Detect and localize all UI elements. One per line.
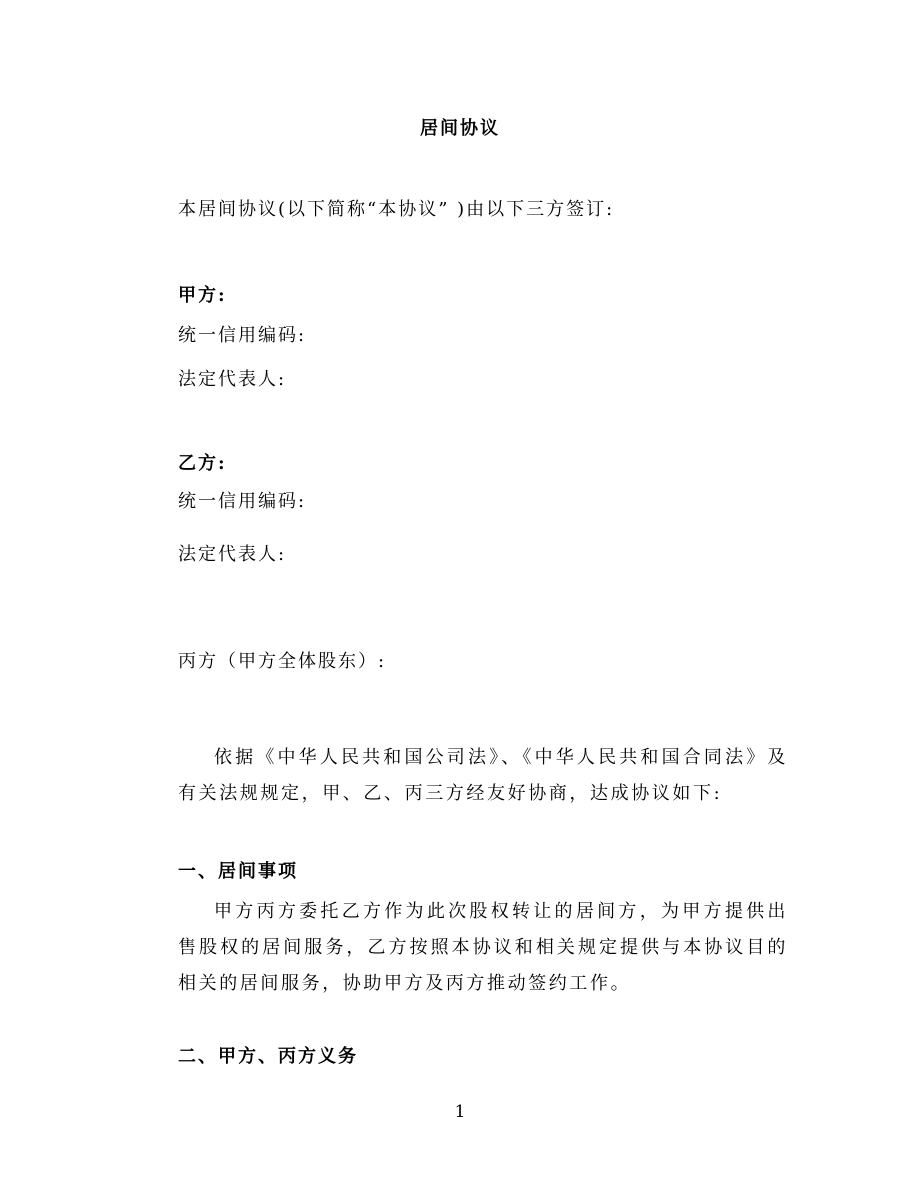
intro-line: 本居间协议(以下简称“本协议” )由以下三方签订: <box>178 199 615 220</box>
party-b-label: 乙方: <box>178 453 227 474</box>
section-1-heading: 一、居间事项 <box>178 861 298 882</box>
party-b-credit-code: 统一信用编码: <box>178 491 307 512</box>
document-title: 居间协议 <box>420 118 500 139</box>
party-b-legal-rep: 法定代表人: <box>178 544 287 565</box>
party-a-credit-code: 统一信用编码: <box>178 325 307 346</box>
page-number: 1 <box>454 1102 466 1122</box>
section-1-body: 甲方丙方委托乙方作为此次股权转让的居间方，为甲方提供出售股权的居间服务，乙方按照本协议和相关规定提供与本协议目的相关的居间服务，协助甲方及丙方推动签约工作。 <box>178 901 788 994</box>
party-c-label: 丙方（甲方全体股东）: <box>178 651 387 672</box>
party-a-label: 甲方: <box>178 285 227 306</box>
party-a-legal-rep: 法定代表人: <box>178 369 287 390</box>
section-2-heading: 二、甲方、丙方义务 <box>178 1046 358 1067</box>
basis-paragraph: 依据《中华人民共和国公司法》、《中华人民共和国合同法》及有关法规规定，甲、乙、丙三方经友好协商，达成协议如下: <box>178 747 788 804</box>
